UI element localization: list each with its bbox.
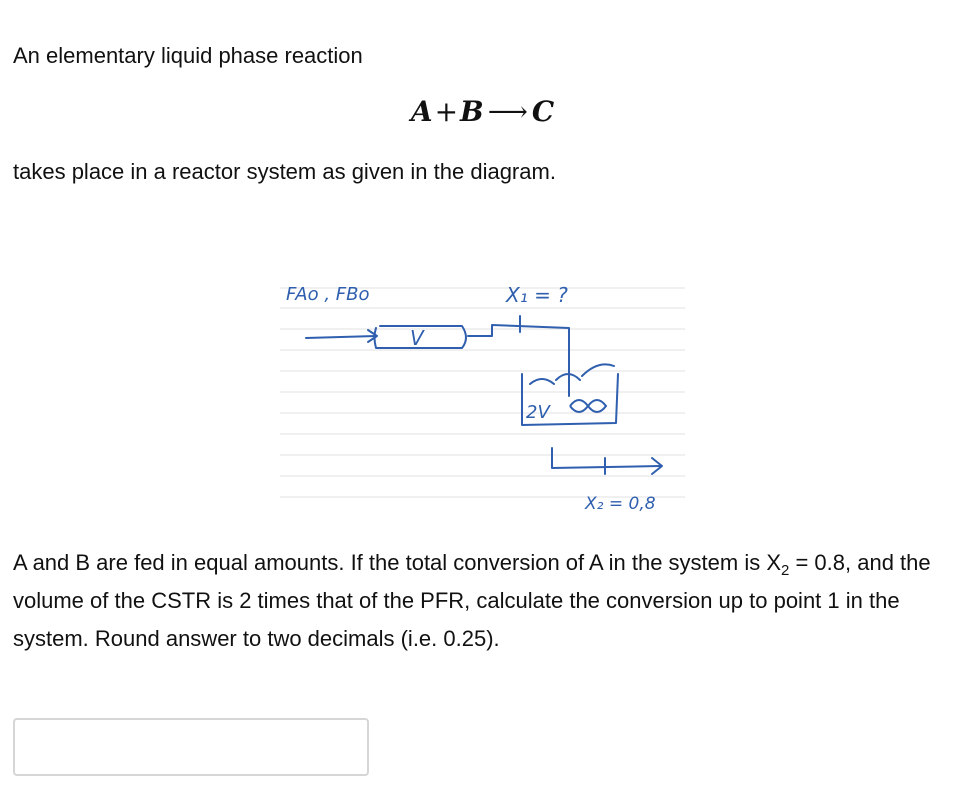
notebook-lines xyxy=(280,288,685,497)
pfr-outlet-line xyxy=(468,325,569,363)
feed-line xyxy=(306,336,376,338)
plus-sign: + xyxy=(434,95,459,128)
reaction-equation xyxy=(0,92,965,132)
reactor-diagram xyxy=(280,268,690,523)
feed-label: FAo , FBo xyxy=(286,284,370,305)
intro-text: An elementary liquid phase reaction xyxy=(13,43,363,68)
product-c: C xyxy=(531,95,555,128)
question-subscript: 2 xyxy=(781,562,790,579)
reactant-b: B xyxy=(460,95,484,128)
question-part1: A and B are fed in equal amounts. If the total conversion of A in the system is X xyxy=(13,550,782,575)
diagram-labels xyxy=(286,283,656,514)
x2-label: X₂ = 0,8 xyxy=(585,494,656,514)
context-text: takes place in a reactor system as given in the diagram. xyxy=(13,159,556,184)
question-part2: = 0.8, and the volume of the CSTR is 2 times that of the PFR, calculate the conversion up to point 1 in the system. Round answer to two decimals (i.e. 0.25). xyxy=(13,550,931,651)
pfr-label: V xyxy=(410,326,424,350)
reactant-a: A xyxy=(410,95,433,128)
question-text xyxy=(13,544,953,658)
reaction-arrow: ⟶ xyxy=(487,95,528,128)
cstr-stirrer xyxy=(530,363,614,396)
answer-input[interactable] xyxy=(13,718,369,776)
cstr-infinity-mark xyxy=(570,400,606,412)
x1-label: X₁ = ? xyxy=(506,283,568,307)
cstr-label: 2V xyxy=(526,402,550,423)
